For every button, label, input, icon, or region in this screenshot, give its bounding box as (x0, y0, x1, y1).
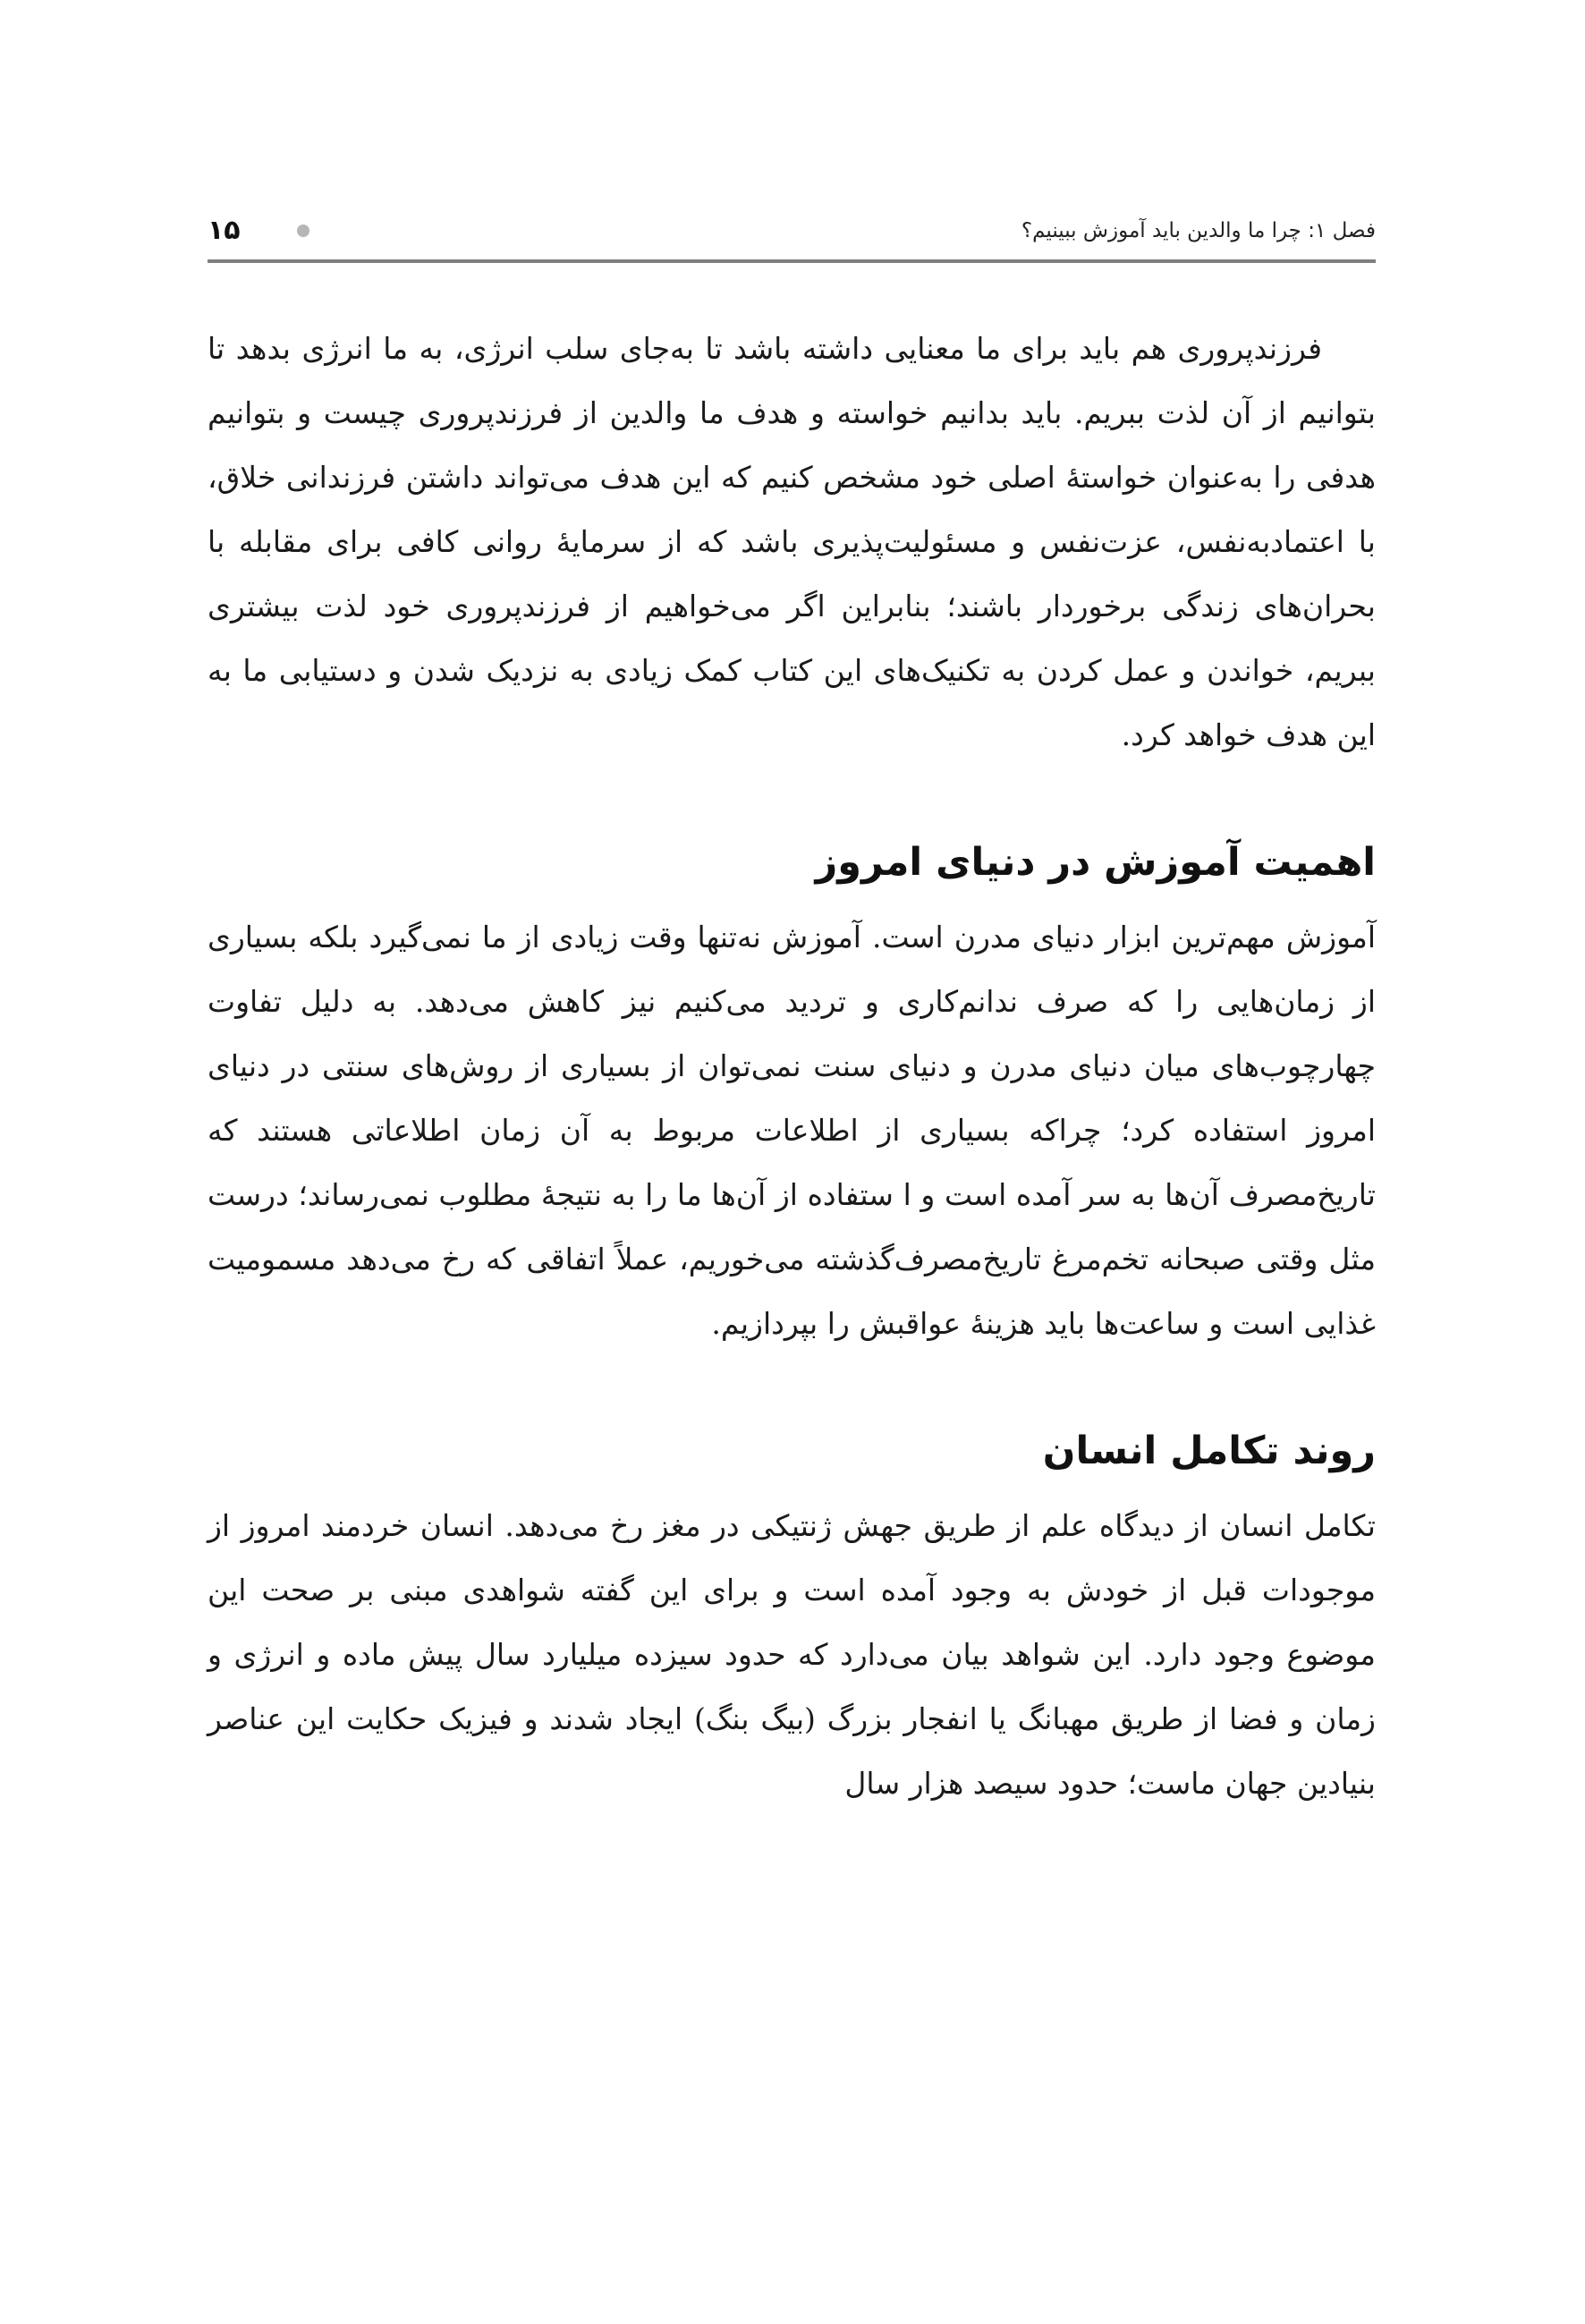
page-number: ۱۵ (208, 215, 241, 246)
separator-dot-icon (297, 225, 309, 237)
section-spacer (208, 1356, 1376, 1419)
intro-paragraph: فرزندپروری هم باید برای ما معنایی داشته باشد تا به‌جای سلب انرژی، به ما انرژی بدهد تا بتوانیم از آن لذت ببریم. باید بدانیم خواسته و هدف ما والدین از فرزندپروری چیست و بتوانیم هدفی را به‌عنوان خواستهٔ اصلی خود مشخص کنیم که این هدف می‌تواند داشتن فرزندانی خلاق، با اعتمادبه‌نفس، عزت‌نفس و مسئولیت‌پذیری باشد که از سرمایهٔ روانی کافی برای مقابله با بحران‌های زندگی برخوردار باشند؛ بنابراین اگر می‌خواهیم از فرزندپروری خود لذت بیشتری ببریم، خواندن و عمل کردن به تکنیک‌های این کتاب کمک زیادی به نزدیک شدن و دستیابی ما به این هدف خواهد کرد. (208, 331, 1376, 752)
heading-spacer (208, 1483, 1376, 1494)
heading-spacer (208, 895, 1376, 905)
section-spacer (208, 768, 1376, 830)
section-paragraph-human-evolution: تکامل انسان از دیدگاه علم از طریق جهش ژنتیکی در مغز رخ می‌دهد. انسان خردمند امروز از موجودات قبل از خودش به وجود آمده است و برای این گفته شواهدی مبنی بر صحت این موضوع وجود دارد. این شواهد بیان می‌دارد که حدود سیزده میلیارد سال پیش ماده و انرژی و زمان و فضا از طریق مهبانگ یا انفجار بزرگ (بیگ بنگ) ایجاد شدند و فیزیک حکایت این عناصر بنیادین جهان ماست؛ حدود سیصد هزار سال (208, 1508, 1376, 1801)
running-header (208, 206, 1376, 259)
running-title: فصل ۱: چرا ما والدین باید آموزش ببینیم؟ (1021, 219, 1376, 242)
page-body (208, 317, 1376, 1816)
section-heading-human-evolution: روند تکامل انسان (1042, 1429, 1376, 1473)
header-divider (208, 259, 1376, 263)
section-heading-importance-of-education: اهمیت آموزش در دنیای امروز (815, 840, 1376, 885)
section-paragraph-importance-of-education: آموزش مهم‌ترین ابزار دنیای مدرن است. آموزش نه‌تنها وقت زیادی از ما نمی‌گیرد بلکه بسیاری از زمان‌هایی را که صرف ندانم‌کاری و تردید می‌کنیم نیز کاهش می‌دهد. به دلیل تفاوت چهارچوب‌های میان دنیای مدرن و دنیای سنت نمی‌توان از بسیاری از روش‌های سنتی در دنیای امروز استفاده کرد؛ چراکه بسیاری از اطلاعات مربوط به آن زمان اطلاعاتی هستند که تاریخ‌مصرف آن‌ها به سر آمده است و ا ستفاده از آن‌ها ما را به نتیجهٔ مطلوب نمی‌رساند؛ درست مثل وقتی صبحانه تخم‌مرغ تاریخ‌مصرف‌گذشته می‌خوریم، عملاً اتفاقی که رخ می‌دهد مسمومیت غذایی است و ساعت‌ها باید هزینهٔ عواقبش را بپردازیم. (208, 920, 1376, 1341)
